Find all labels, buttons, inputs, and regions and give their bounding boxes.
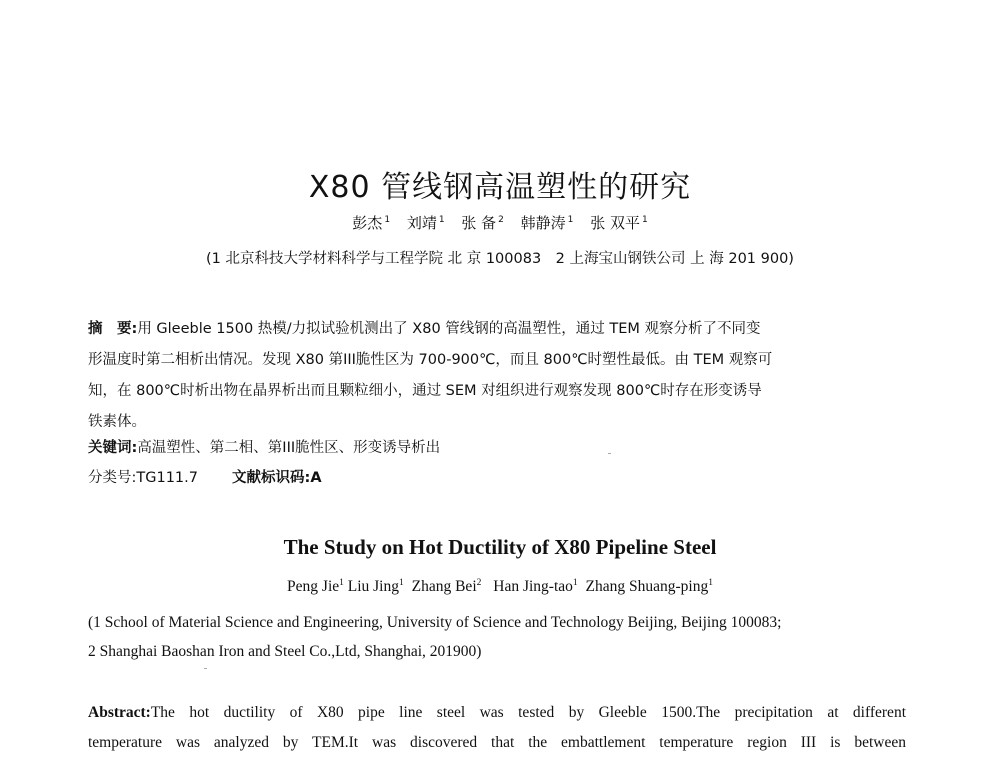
classification-value: TG111.7 — [136, 470, 198, 486]
english-affiliation-line: (1 School of Material Science and Engineering, University of Science and Technology Beijing, Beijing 100083; — [88, 614, 782, 631]
chinese-affiliation: (1 北京科技大学材料科学与工程学院 北 京 100083 2 上海宝山钢铁公司 上 海 201 900) — [206, 251, 794, 267]
english-author: Zhang Bei$^2$ — [411, 578, 482, 595]
chinese-title: X80 管线钢高温塑性的研究 — [308, 170, 692, 205]
english-abstract-line: temperature was analyzed by TEM.It was discovered that the embattlement temperature region III is between — [88, 734, 906, 751]
chinese-abstract-line: 形温度时第二相析出情况。发现 X80 第III脆性区为 700-900℃，而且 800℃时塑性最低。由 TEM 观察可 — [88, 352, 773, 368]
chinese-abstract-label: 摘 要: — [88, 321, 138, 337]
chinese-author: 张 双平 $^1$ — [590, 214, 648, 232]
document-code-label: 文献标识码: — [232, 470, 311, 486]
chinese-author: 彭杰 $^1$ — [352, 214, 391, 232]
chinese-author: 韩静涛 $^1$ — [520, 214, 574, 232]
english-title: The Study on Hot Ductility of X80 Pipeline Steel — [283, 535, 717, 559]
english-author: Liu Jing$^1$ — [347, 578, 404, 595]
classification-row — [88, 466, 322, 487]
classification-label: 分类号: — [88, 470, 137, 486]
english-affiliation-line: 2 Shanghai Baoshan Iron and Steel Co.,Ltd, Shanghai, 201900) — [88, 643, 482, 660]
english-abstract-line: Abstract:The hot ductility of X80 pipe line steel was tested by Gleeble 1500.The precipitation at different — [88, 704, 906, 721]
chinese-abstract — [88, 314, 906, 438]
document-code-value: A — [310, 470, 322, 486]
chinese-abstract-line: 铁素体。 — [88, 414, 146, 430]
english-author: Han Jing-tao$^1$ — [493, 578, 578, 595]
english-abstract-label: Abstract: — [88, 704, 151, 721]
chinese-author: 刘靖 $^1$ — [406, 214, 445, 232]
keywords-label: 关键词: — [88, 440, 138, 456]
chinese-keywords — [88, 436, 440, 457]
english-affiliation — [88, 608, 908, 666]
english-author: Zhang Shuang-ping$^1$ — [585, 578, 713, 595]
english-abstract — [88, 698, 906, 758]
chinese-abstract-line: 知，在 800℃时析出物在晶界析出而且颗粒细小，通过 SEM 对组织进行观察发现 800℃时存在形变诱导 — [88, 383, 762, 399]
english-author-list — [0, 578, 1000, 596]
chinese-author-list — [0, 212, 1000, 233]
chinese-abstract-line: 摘 要:用 Gleeble 1500 热模/力拟试验机测出了 X80 管线钢的高温塑性，通过 TEM 观察分析了不同变 — [88, 321, 761, 337]
english-author: Peng Jie$^1$ — [287, 578, 344, 595]
scan-speck — [608, 453, 611, 454]
scan-speck — [204, 668, 207, 669]
keywords-value: 高温塑性、第二相、第III脆性区、形变诱导析出 — [137, 440, 441, 456]
chinese-author: 张 备 $^2$ — [461, 214, 504, 232]
